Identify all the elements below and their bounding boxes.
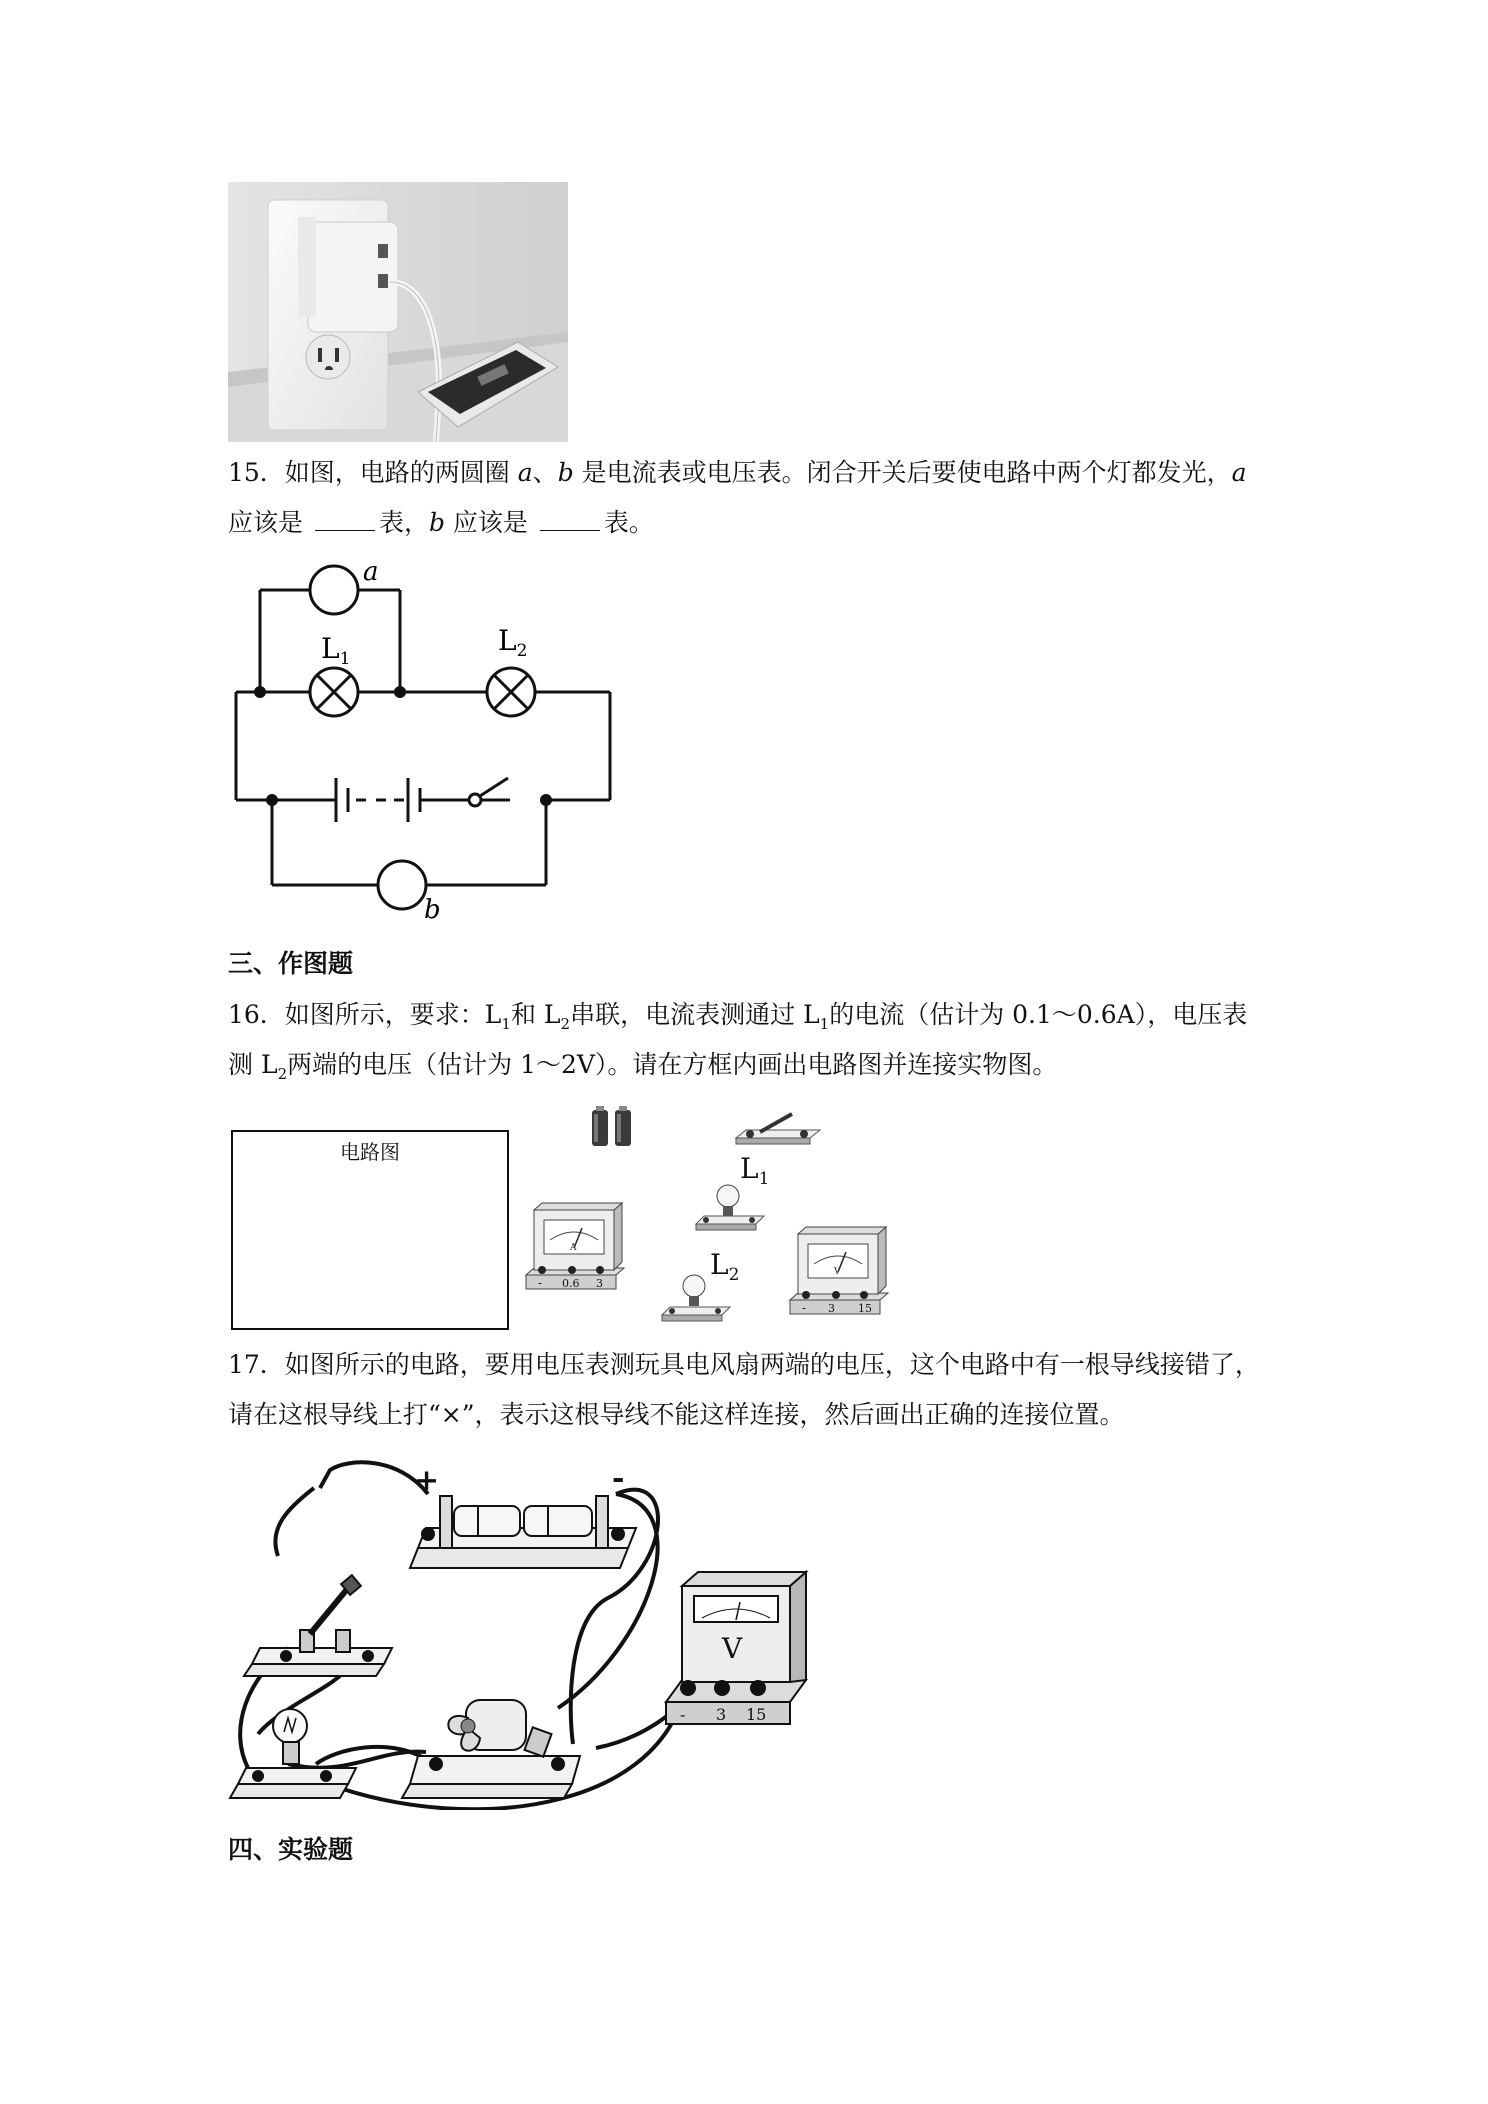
svg-text:L2: $L_2$	[498, 624, 528, 661]
svg-text:3: 3	[596, 1277, 603, 1290]
q17-line2: 请在这根导线上打“×”，表示这根导线不能这样连接，然后画出正确的连接位置。	[228, 1400, 1125, 1429]
charger-photo	[228, 182, 568, 442]
svg-text:V: V	[834, 1267, 841, 1277]
q17-physical-circuit[interactable]	[228, 1448, 838, 1810]
svg-text:15: 15	[746, 1705, 767, 1724]
svg-text:L1: $L_1$	[740, 1152, 770, 1189]
knife-switch-icon	[736, 1114, 820, 1144]
svg-text:A: A	[570, 1243, 577, 1253]
svg-text:L1: $L_1$	[321, 632, 351, 669]
voltmeter-dial-label: V	[722, 1632, 743, 1665]
voltmeter-icon	[790, 1227, 888, 1315]
q15-circuit-diagram	[228, 560, 628, 930]
section-3-heading: 三、作图题	[228, 949, 354, 978]
svg-text:3: 3	[716, 1705, 727, 1724]
q16-line2: 测 $L_2$两端的电压（估计为 1～2V）。请在方框内画出电路图并连接实物图。	[228, 1050, 1058, 1083]
circuit-drawing-box[interactable]	[231, 1130, 509, 1330]
answer-blank-b[interactable]	[540, 508, 600, 531]
ammeter-icon	[526, 1203, 624, 1290]
svg-text:-: -	[680, 1705, 686, 1724]
fan-motor-icon	[402, 1700, 580, 1798]
q15-line1: 15．如图，电路的两圆圈 a、b 是电流表或电压表。闭合开关后要使电路中两个灯都发光，a	[228, 458, 1247, 487]
q17-line1: 17．如图所示的电路，要用电压表测玩具电风扇两端的电压，这个电路中有一根导线接错了，	[228, 1350, 1260, 1379]
voltmeter-icon	[666, 1572, 806, 1724]
svg-text:-: -	[802, 1301, 807, 1315]
q16-components	[520, 1100, 900, 1330]
section-4-heading: 四、实验题	[228, 1835, 354, 1864]
meter-b-label: b	[424, 895, 441, 925]
svg-text:0.6: 0.6	[562, 1277, 580, 1290]
answer-blank-a[interactable]	[315, 508, 375, 531]
svg-text:15: 15	[858, 1302, 872, 1315]
svg-text:L2: $L_2$	[710, 1248, 740, 1285]
svg-text:-: -	[538, 1276, 543, 1290]
battery-icon	[592, 1106, 631, 1146]
knife-switch-icon	[244, 1575, 392, 1676]
circuit-box-label: 电路图	[340, 1140, 400, 1164]
lamp-l1-icon	[696, 1185, 764, 1230]
battery-minus-label: -	[612, 1461, 625, 1496]
meter-a-label: a	[363, 560, 379, 587]
q15-line2: 应该是 表，b 应该是 表。	[228, 508, 654, 537]
battery-holder-icon	[410, 1461, 636, 1568]
lamp-l2-icon	[662, 1275, 730, 1321]
svg-text:3: 3	[828, 1302, 835, 1315]
q16-line1: 16．如图所示，要求：$L_1$和 $L_2$串联，电流表测通过 $L_1$的电流（估计为 0.1～0.6A），电压表	[228, 1000, 1248, 1033]
battery-plus-label: +	[414, 1463, 440, 1498]
